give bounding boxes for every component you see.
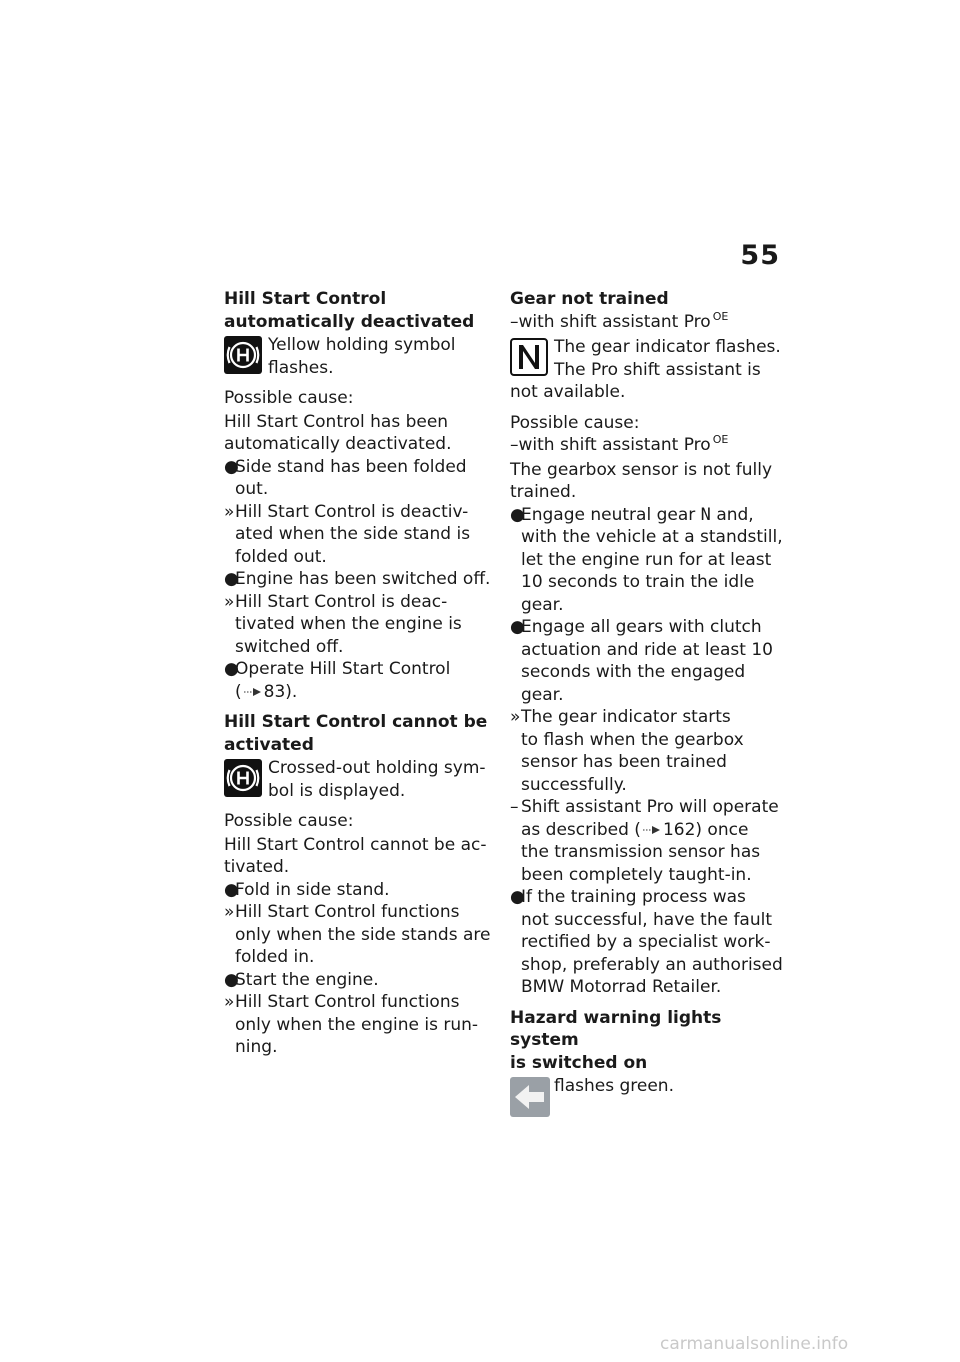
section-heading-hazard-lights: Hazard warning lights system is switched on [510,1007,722,1073]
page-number: 55 [740,240,780,271]
page-reference-arrow-icon [641,824,663,836]
list-item: » Hill Start Control is deac- tivated when the engine is switched off. [224,591,462,657]
hill-start-control-icon [224,336,262,374]
indicator-row-hsc-crossed: Crossed-out holding sym- bol is displayed. [224,757,494,802]
bullet-mark: ● [224,569,239,589]
oe-superscript: OE [712,309,729,323]
indicator-row-gear-n: The gear indicator flashes. The Pro shift assistant is not available. [510,337,781,402]
right-column: Gear not trained –with shift assistant Pro $^{OE}$ The gear indicator flashes. The Pro shift assistant is not available. Possible cause: –with shift assistant Pro $^{OE}$ The gearbox sensor is not fully trained. ● Engage neutral gear N and, with the vehicle at a standstill, let the engine run for at least 10 seconds to train the idle gear. ● Engage all gears with clutch actuation and ride at least 10 seconds with the engaged gear. » The gear indicator starts to flash when the gearbox sensor has been trained successfully. – Shift assistant Pro will operate as described ( 162) once the transmission sensor has been completely taught-in. ● If the training process was not successful, have the fault rectified by a specialist work- shop, preferably an authorised BMW Motorrad Retailer. Hazard warning lights system is switched on flashes green. [510,288,785,1119]
bullet-mark: ● [224,456,239,477]
neutral-gear-symbol: N [700,504,711,525]
hazard-warning-arrow-icon [510,1077,550,1117]
bullet-mark: ● [510,887,525,907]
bullet-mark: ● [224,969,239,990]
page-reference[interactable]: ( 162) once [634,819,749,840]
indicator-row-hsc-yellow: Yellow holding symbol flashes. [224,334,494,379]
list-item: ● If the training process was not successful, have the fault rectified by a specialist work- shop, preferably an authorised BMW Motorrad Retailer. [510,887,783,997]
result-mark: » [224,992,235,1012]
gear-indicator-n-icon [510,338,548,376]
section-heading-gear-not-trained: Gear not trained [510,289,669,309]
watermark: carmanualsonline.info [660,1334,849,1354]
page-reference-arrow-icon [242,686,264,698]
optional-equipment-note: –with shift assistant Pro $^{OE}$ [510,433,729,455]
bullet-mark: ● [224,659,239,679]
list-item: ● Operate Hill Start Control ( 83). [224,658,494,703]
indicator-row-hazard: flashes green. [510,1075,785,1119]
hill-start-control-icon [224,759,262,797]
list-item: » Hill Start Control is deactiv- ated when the side stand is folded out. [224,501,471,567]
list-item: » The gear indicator starts to flash when the gearbox sensor has been trained successfully. [510,707,744,795]
bullet-mark: ● [224,879,239,900]
list-item: ● Start the engine. [224,969,379,990]
result-mark: » [224,501,235,522]
bullet-mark: ● [510,504,525,525]
list-item: » Hill Start Control functions only when the engine is run- ning. [224,992,479,1057]
list-item: ● Engage all gears with clutch actuation and ride at least 10 seconds with the engaged gear. [510,617,773,705]
list-item: ● Fold in side stand. [224,879,390,900]
bullet-mark: ● [510,617,525,637]
list-item: – Shift assistant Pro will operate as described ( 162) once the transmission sensor has been completely taught-in. [510,797,779,885]
possible-cause-label: Possible cause: [224,388,354,408]
list-item: » Hill Start Control functions only when the side stands are folded in. [224,902,491,967]
possible-cause-label: Possible cause: [224,811,354,831]
oe-superscript: OE [712,433,729,446]
list-item: ● Engine has been switched off. [224,569,491,589]
dash-mark: – [510,797,519,817]
result-mark: » [510,707,521,727]
list-item: ● Side stand has been folded out. [224,456,467,499]
page-reference[interactable]: ( 83). [235,681,298,702]
result-mark: » [224,591,235,612]
optional-equipment-note: –with shift assistant Pro $^{OE}$ [510,309,729,332]
possible-cause-label: Possible cause: [510,412,640,433]
result-mark: » [224,902,235,922]
left-column: Hill Start Control automatically deactivated Yellow holding symbol flashes. Possible cause: Hill Start Control has been automatically deactivated. ● Side stand has been folded out. » Hill Start Control is deactiv- ated when the side stand is folded out. ● Engine has been switched off. » Hill Start Control is deac- tivated when the engine is switched off. ● Operate Hill Start Control ( 83). Hill Start Control cannot be activated Crossed-out holding sym- bol is displayed. Possible cause: Hill Start Control cannot be ac- tivated. ● Fold in side stand. » Hill Start Control functions only when the side stands are folded in. ● Start the engine. » Hill Start Control functions only when the engine is run- ning. [224,288,494,1059]
list-item: ● Engage neutral gear N and, with the vehicle at a standstill, let the engine run for at least 10 seconds to train the idle gear. [510,504,783,615]
section-heading-hsc-auto-deactivated: Hill Start Control automatically deactivated [224,289,475,332]
section-heading-hsc-cannot-activate: Hill Start Control cannot be activated [224,712,488,755]
